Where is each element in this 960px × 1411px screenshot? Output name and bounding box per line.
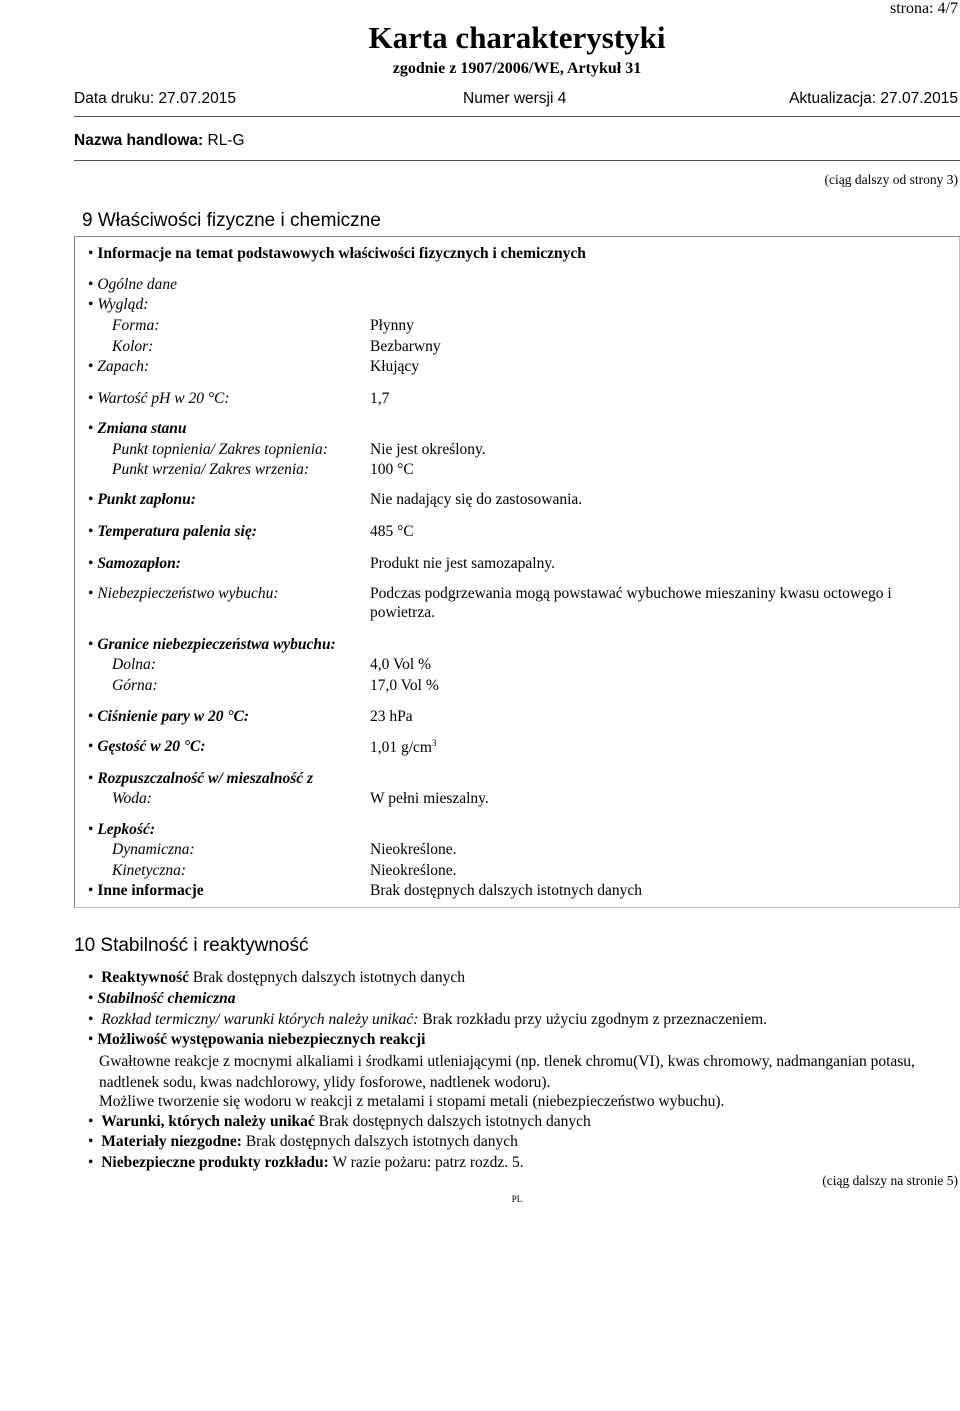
document-subtitle: zgodnie z 1907/2006/WE, Artykuł 31: [392, 60, 642, 77]
solubility-label: • Rozpuszczalność w/ mieszalność z: [88, 770, 313, 788]
update-date: Aktualizacja: 27.07.2015: [789, 90, 958, 107]
form-value: Płynny: [370, 317, 414, 334]
water-value: W pełni mieszalny.: [370, 790, 489, 807]
viscosity-label: • Lepkość:: [88, 821, 155, 839]
flash-point-value: Nie nadający się do zastosowania.: [370, 491, 583, 508]
density-value: 1,01 $g/cm^3$: [370, 738, 437, 757]
odor-label: • Zapach:: [88, 358, 149, 376]
water-label: Woda:: [112, 790, 152, 807]
kinematic-viscosity-label: Kinetyczna:: [112, 862, 187, 879]
boiling-value: 100 °C: [370, 461, 414, 478]
state-change-label: • Zmiana stanu: [88, 420, 186, 438]
trade-name-value: RL-G: [207, 132, 245, 149]
hazardous-reactions-text-2: Możliwe tworzenie się wodoru w reakcji z metalami i stopami metali (niebezpieczeństwo wybuchu).: [99, 1093, 725, 1110]
density-unit-exponent: 3: [432, 738, 437, 748]
odor-value: Kłujący: [370, 358, 420, 375]
appearance-label: • Wygląd:: [88, 296, 148, 314]
self-ignition-label: • Samozapłon:: [88, 555, 181, 573]
explosion-hazard-label: • Niebezpieczeństwo wybuchu:: [88, 585, 279, 603]
decomposition-products-value: W razie pożaru: patrz rozdz. 5.: [332, 1154, 524, 1171]
incompatible-materials-label: Materiały niezgodne:: [101, 1133, 242, 1150]
page-number: strona: 4/7: [890, 0, 958, 17]
ignition-temperature-value: 485 °C: [370, 523, 414, 540]
incompatible-materials-value: Brak dostępnych dalszych istotnych danych: [245, 1133, 518, 1150]
hazardous-reactions-text-1: Gwałtowne reakcje z mocnymi alkaliami i środkami utleniającymi (np. tlenek chromu(VI), kwas chromowy, nadmanganian potasu, nadtlenek sodu, kwas nadchlorowy, ylidy fosforowe, nadtlenek wodoru).: [99, 1053, 915, 1091]
version-number: Numer wersji 4: [463, 90, 567, 107]
melting-value: Nie jest określony.: [370, 441, 486, 458]
reactivity-label: Reaktywność: [101, 969, 190, 986]
vapor-pressure-label: • Ciśnienie pary w 20 °C:: [88, 708, 249, 726]
thermal-decomposition-value: Brak rozkładu przy użyciu zgodnym z przeznaczeniem.: [422, 1011, 768, 1028]
decomposition-products-line: [88, 1154, 524, 1172]
ph-label: • Wartość pH w 20 °C:: [88, 390, 230, 408]
header-divider: [74, 116, 960, 117]
self-ignition-value: Produkt nie jest samozapalny.: [370, 555, 555, 572]
incompatible-materials-line: [88, 1133, 518, 1151]
chemical-stability-label: • Stabilność chemiczna: [88, 990, 236, 1008]
section-9-title: 9 Właściwości fizyczne i chemiczne: [82, 210, 381, 231]
section-10-title: 10 Stabilność i reaktywność: [74, 935, 309, 956]
dynamic-viscosity-value: Nieokreślone.: [370, 841, 457, 858]
kinematic-viscosity-value: Nieokreślone.: [370, 862, 457, 879]
color-value: Bezbarwny: [370, 338, 441, 355]
print-date: Data druku: 27.07.2015: [74, 90, 237, 107]
lower-limit-label: Dolna:: [112, 656, 156, 673]
hazardous-reactions-label: • Możliwość występowania niebezpiecznych reakcji: [88, 1031, 426, 1049]
vapor-pressure-value: 23 hPa: [370, 708, 413, 725]
lower-limit-value: 4,0 Vol %: [370, 656, 432, 673]
color-label: Kolor:: [112, 338, 154, 355]
flash-point-label: • Punkt zapłonu:: [88, 491, 196, 509]
ignition-temperature-label: • Temperatura palenia się:: [88, 523, 257, 541]
reactivity-value: Brak dostępnych dalszych istotnych danych: [192, 969, 465, 986]
thermal-decomposition-label: Rozkład termiczny/ warunki których należy unikać:: [101, 1011, 419, 1028]
dynamic-viscosity-label: Dynamiczna:: [112, 841, 195, 858]
ph-value: 1,7: [370, 390, 390, 407]
continued-from-note: (ciąg dalszy od strony 3): [824, 172, 958, 187]
density-label: • Gęstość w 20 °C:: [88, 738, 206, 756]
explosion-hazard-value: Podczas podgrzewania mogą powstawać wybuchowe mieszaniny kwasu octowego i powietrza.: [370, 585, 892, 621]
boiling-label: Punkt wrzenia/ Zakres wrzenia:: [112, 461, 310, 478]
decomposition-products-label: Niebezpieczne produkty rozkładu:: [101, 1154, 329, 1171]
continued-on-note: (ciąg dalszy na stronie 5): [822, 1173, 958, 1188]
reactivity-line: [88, 969, 465, 987]
trade-name-label: Nazwa handlowa:: [74, 132, 204, 149]
upper-limit-value: 17,0 Vol %: [370, 677, 439, 694]
other-information-label: • Inne informacje: [88, 882, 204, 900]
language-code: PL: [511, 1194, 523, 1204]
other-information-value: Brak dostępnych dalszych istotnych danych: [370, 882, 643, 899]
trade-name: [74, 132, 245, 150]
conditions-to-avoid-label: Warunki, których należy unikać: [101, 1113, 315, 1130]
upper-limit-label: Górna:: [112, 677, 158, 694]
melting-label: Punkt topnienia/ Zakres topnienia:: [112, 441, 328, 458]
conditions-to-avoid-line: [88, 1113, 591, 1131]
general-data: • Ogólne dane: [88, 276, 177, 294]
form-label: Forma:: [112, 317, 160, 334]
conditions-to-avoid-value: Brak dostępnych dalszych istotnych danych: [318, 1113, 591, 1130]
document-title: Karta charakterystyki: [368, 20, 666, 55]
thermal-decomposition-line: [88, 1011, 767, 1029]
info-header: • Informacje na temat podstawowych właściwości fizycznych i chemicznych: [88, 245, 586, 263]
explosion-limits-label: • Granice niebezpieczeństwa wybuchu:: [88, 636, 336, 654]
trade-name-divider: [74, 160, 960, 161]
